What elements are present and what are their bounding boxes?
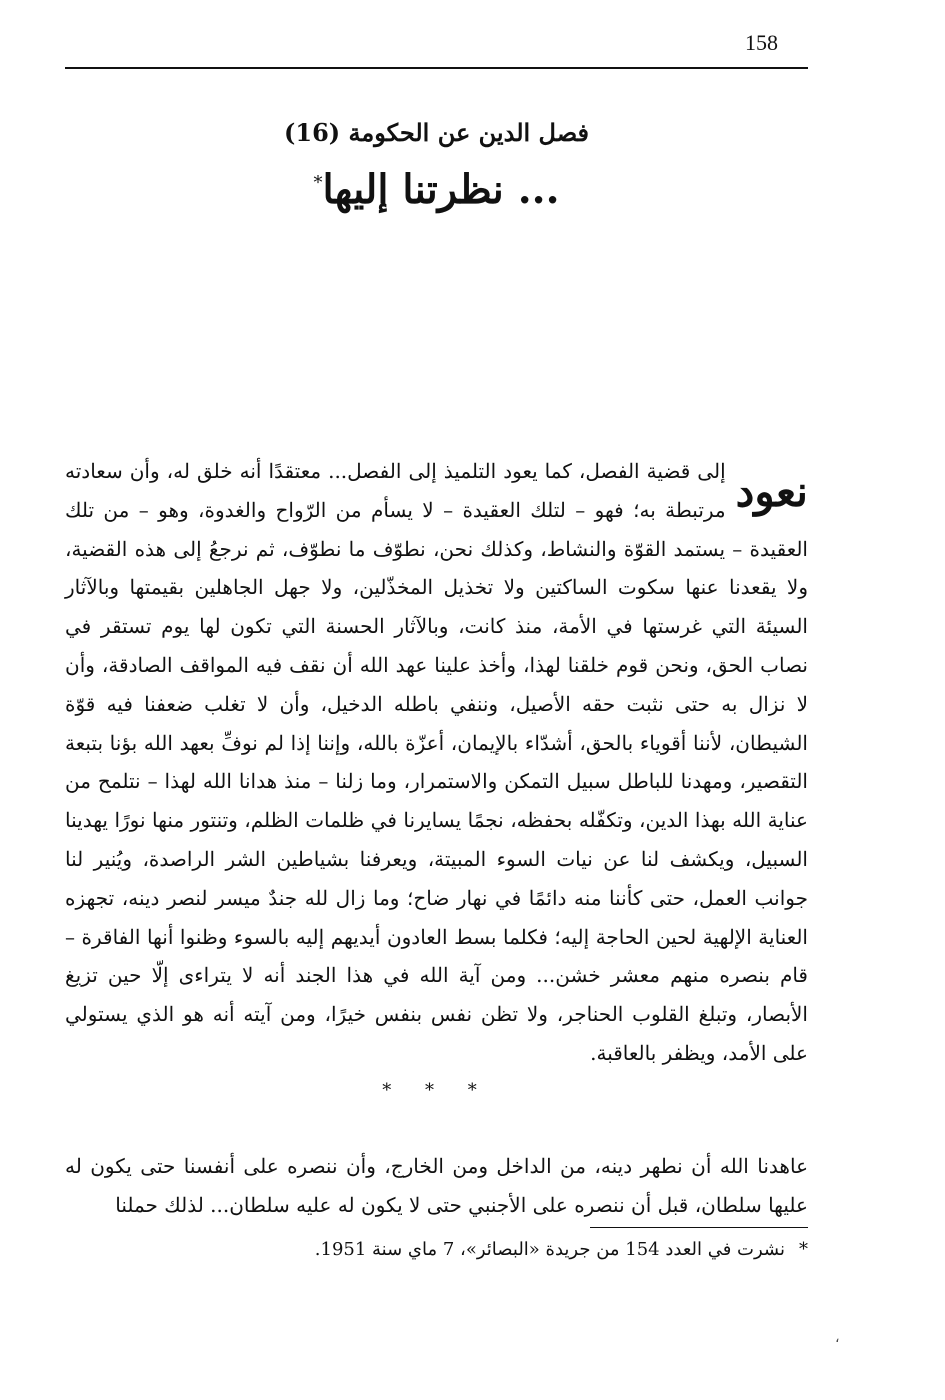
footnote-marker: * [799, 1239, 808, 1260]
body-paragraph-1 [65, 452, 808, 1073]
title-footnote-marker: * [313, 172, 323, 194]
dropcap-word: نعود [735, 467, 808, 516]
paragraph-2-text: عاهدنا الله أن نطهر دينه، من الداخل ومن الخارج، وأن ننصره على أنفسنا حتى يكون له عليها سلطان، قبل أن ننصره على الأجنبي حتى لا يكون له عليه سلطان... لذلك حملنا [65, 1154, 808, 1217]
section-separator: * * * [382, 1080, 491, 1101]
article-title-text: ... نظرتنا إليها [322, 166, 560, 213]
article-subtitle-text: فصل الدين عن الحكومة (16) [284, 118, 589, 147]
scan-artifact-mark: ، [835, 1330, 840, 1346]
body-paragraph-2 [65, 1147, 808, 1225]
footnote [65, 1236, 808, 1264]
article-subtitle [65, 118, 808, 147]
header-rule [65, 67, 808, 69]
paragraph-1-text: إلى قضية الفصل، كما يعود التلميذ إلى الفصل... معتقدًا أنه خلق له، وأن سعادته مرتبطة به؛ فهو – لتلك العقيدة – لا يسأم من الرّواح والغدوة، وهو – من تلك العقيدة – يستمد القوّة والنشاط، وكذلك نحن، نطوّف ما نطوّف، ثم نرجعُ إلى هذه القضية، ولا يقعدنا عنها سكوت الساكتين ولا تخذيل المخذّلين، ولا جهل الجاهلين بقيمتها وبالآثار السيئة التي غرستها في الأمة، منذ كانت، وبالآثار الحسنة التي تكون لها يوم تستقر في نصاب الحق، ونحن قوم خلقنا لهذا، وأخذ علينا عهد الله أن نقف فيه المواقف الصادقة، وأن لا نزال به حتى نثبت حقه الأصيل، وننفي باطله الدخيل، وأن لا تغلب ضعفنا فيه قوّة الشيطان، لأننا أقوياء بالحق، أشدّاء بالإيمان، أعزّة بالله، وإننا إذا لم نوفِّ بعهد الله بؤنا بتبعة التقصير، ومهدنا للباطل سبيل التمكن والاستمرار، وما زلنا – منذ هدانا الله لهذا – نتلمح من عناية الله بهذا الدين، وتكفّله بحفظه، نجمًا يسايرنا في ظلمات الظلم، وتنتور منها نورًا يهدينا السبيل، ويكشف لنا عن نيات السوء المبيتة، ويعرفنا بشياطين الشر الراصدة، ويُنير لنا جوانب العمل، حتى كأننا منه دائمًا في نهار ضاح؛ وما زال لله جندٌ ميسر لنصر دينه، تجهزه العناية الإلهية لحين الحاجة إليه؛ فكلما بسط العادون أيديهم إليه بالسوء وظنوا أنها الفاقرة – قام بنصره منهم معشر خشن... ومن آية الله في هذا الجند أنه لا يتراءى إلّا حين تزيغ الأبصار، وتبلغ القلوب الحناجر، ولا تظن نفس بنفس خيرًا، ومن آيته أنه هو الذي يستولي على الأمد، ويظفر بالعاقبة. [65, 459, 808, 1065]
footnote-rule [590, 1227, 808, 1228]
article-title [65, 166, 808, 213]
page-number: 158 [745, 30, 778, 55]
footnote-text: نشرت في العدد 154 من جريدة «البصائر»، 7 ماي سنة 1951. [314, 1239, 785, 1260]
